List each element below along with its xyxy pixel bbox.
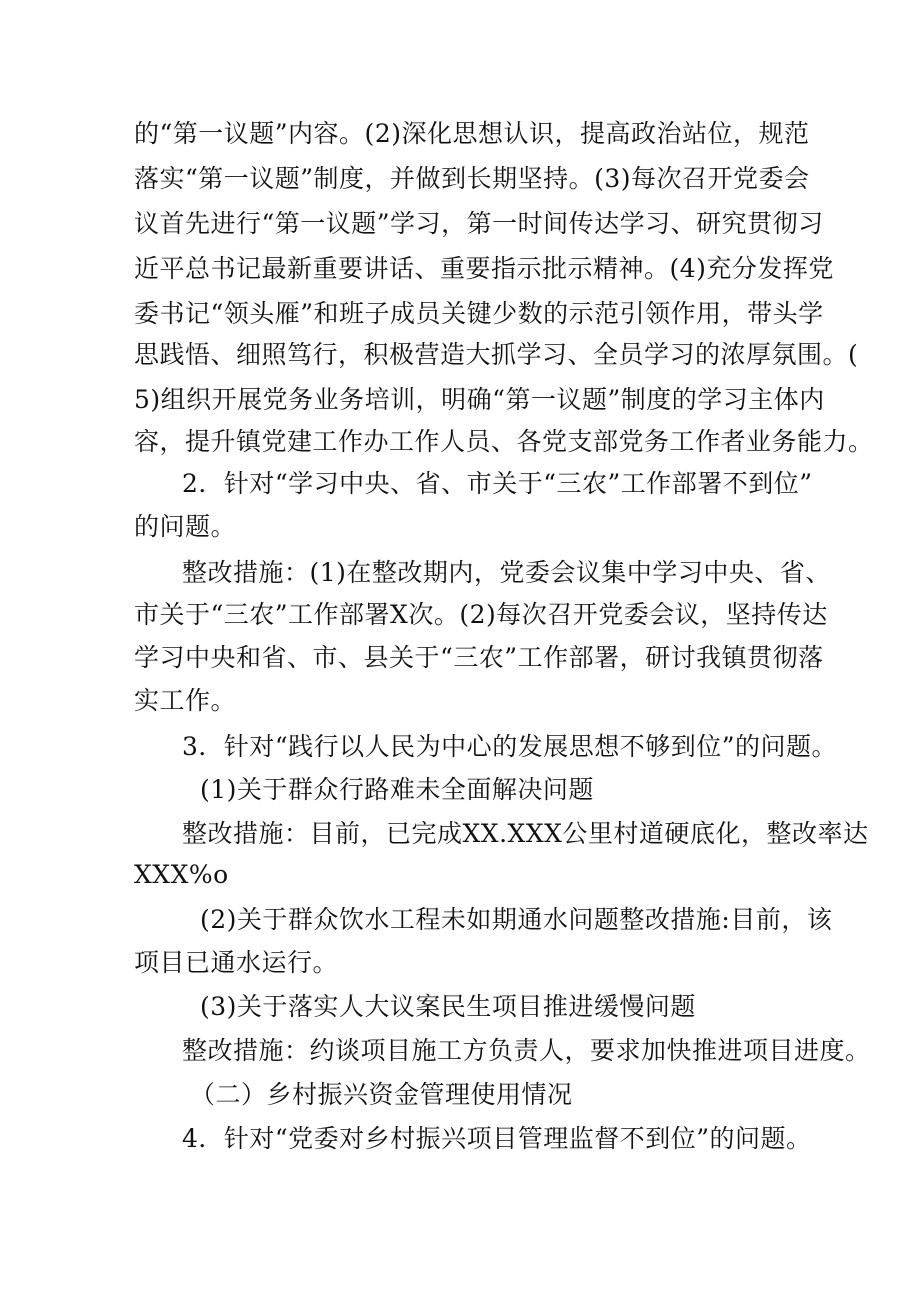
text-line: 学习中央和省、市、县关于“三农”工作部署，研讨我镇贯彻落 (134, 643, 824, 672)
text-line: 5)组织开展党务业务培训，明确“第一议题”制度的学习主体内 (134, 385, 825, 414)
text-line: (3)关于落实人大议案民生项目推进缓慢问题 (200, 992, 696, 1021)
text-line: 近平总书记最新重要讲话、重要指示批示精神。(4)充分发挥党 (134, 254, 834, 283)
text-line: 整改措施：约谈项目施工方负责人，要求加快推进项目进度。 (182, 1036, 871, 1065)
text-line: 4．针对“党委对乡村振兴项目管理监督不到位”的问题。 (182, 1124, 812, 1153)
section-heading: （二）乡村振兴资金管理使用情况 (190, 1080, 573, 1109)
text-line: 委书记“领头雁”和班子成员关键少数的示范引领作用，带头学 (134, 299, 824, 328)
text-line: 整改措施：目前，已完成XX.XXX公里村道硬底化，整改率达 (182, 819, 869, 848)
text-line: 项目已通水运行。 (134, 948, 339, 977)
text-line: 容，提升镇党建工作办工作人员、各党支部党务工作者业务能力。 (134, 427, 874, 456)
text-line: 3．针对“践行以人民为中心的发展思想不够到位”的问题。 (182, 732, 837, 761)
text-line: 市关于“三农”工作部署X次。(2)每次召开党委会议，坚持传达 (134, 600, 828, 629)
text-line: 整改措施：(1)在整改期内，党委会议集中学习中央、省、 (182, 558, 831, 587)
text-line: 思践悟、细照笃行，积极营造大抓学习、全员学习的浓厚氛围。( (134, 340, 859, 369)
text-line: 的“第一议题”内容。(2)深化思想认识，提高政治站位，规范 (134, 119, 810, 148)
text-line: XXX%o (134, 860, 229, 889)
text-line: (2)关于群众饮水工程未如期通水问题整改措施:目前，该 (200, 905, 833, 934)
text-line: 的问题。 (134, 512, 237, 541)
text-line: 实工作。 (134, 686, 237, 715)
text-line: (1)关于群众行路难未全面解决问题 (200, 775, 594, 804)
text-line: 落实“第一议题”制度，并做到长期坚持。(3)每次召开党委会 (134, 164, 810, 193)
text-line: 2．针对“学习中央、省、市关于“三农”工作部署不到位” (182, 469, 813, 498)
text-line: 议首先进行“第一议题”学习，第一时间传达学习、研究贯彻习 (134, 209, 824, 238)
